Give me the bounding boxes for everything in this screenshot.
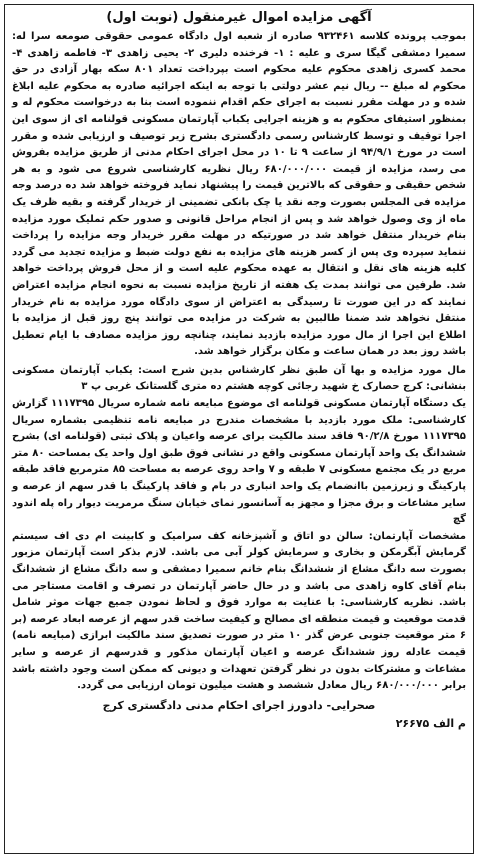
- notice-title: آگهی مزایده اموال غیرمنقول (نوبت اول): [106, 10, 372, 25]
- notice-paragraph-3: یک دستگاه آپارتمان مسکونی قولنامه ای موضوع مبایعه نامه شماره سریال ۱۱۱۷۳۹۵ گزارش کارشناسی: ملک مورد بازدید با مشخصات مندرج در مبایعه نامه تنظیمی بشماره سریال ۱۱۱۷۳۹۵ مورخ ۹۰/۲/۸ فاقد سند مالکیت برای عرصه واعیان و پلاک ثبتی (قولنامه ای) بشرح ششدانگ یک واحد آپارتمان مسکونی واقع در نشانی فوق طبق اول واحد یک بمساحت ۸۰ متر مربع در یک مجتمع مسکونی ۷ طبقه و ۷ واحد روی عرصه به مساحت ۸۵ مترمربع فاقد طبقه پارکینگ و زیرزمین باانضمام یک واحد انباری در بام و فاقد پارکینگ با قدر سهم از عرصه و سایر مشاعات و برق مجزا و مجهز به آسانسور نمای خیابان سنگ مرمریت دیوار راه پله اندود گچ: [12, 398, 466, 526]
- notice-code: م الف ۲۶۶۷۵: [395, 716, 466, 730]
- notice-paragraph-1: بموجب پرونده کلاسه ۹۳۲۴۶۱ صادره از شعبه اول دادگاه عمومی حقوقی صومعه سرا له: سمیرا دمشقی گیگا سری و علیه : ۱- فرخنده دلیری ۲- یحیی زاهدی ۳- فاطمه زاهدی ۴- محمد کسری زاهدی محکوم علیه محکوم است بپرداخت تعداد ۸۰۱ سکه بهار آزادی در حق محکوم له مبلغ -- ریال نیم عشر دولتی با توجه به اینکه اجرائیه صادره به محکوم علیه ابلاغ شده و در مهلت مقرر نسبت به اجرای حکم اقدام ننموده است بنا به درخواست محکوم له و بمنظور استیفای محکوم به و هزینه اجرایی یکباب آپارتمان مسکونی قولنامه ای از سوی این اجرا توقیف و توسط کارشناس رسمی دادگستری بشرح زیر توصیف و ارزیابی شده و مقرر است در مورخ ۹۴/۹/۱ از ساعت ۹ تا ۱۰ در محل اجرای احکام مدنی از طریق مزایده بفروش می رسد، مزایده از قیمت ۶۸۰/۰۰۰/۰۰۰ ریال نظریه کارشناسی شروع می شود و به هر شخص حقیقی و حقوقی که بالاترین قیمت را پیشنهاد نماید فروخته خواهد شد ده درصد وجه مزایده فی المجلس بصورت وجه نقد یا چک بانکی تضمینی از خریدار گرفته و بقیه ظرف یک ماه از وی وصول خواهد شد و پس از انجام مراحل قانونی و صدور حکم تملیک مورد مزایده بنام خریدار منتقل خواهد شد در صورتیکه در مهلت مقرر خریدار وجه مزایده را پرداخت ننماید سپرده وی پس از کسر هزینه های مزایده به نفع دولت ضبط و مزایده تجدید می گردد کلیه هزینه های نقل و انتقال به عهده محکوم علیه است و از محل فروش پرداخت خواهد شد. طرفین می توانند بمدت یک هفته از تاریخ مزایده نسبت به نحوه انجام مزایده اعتراض نمایند که در این صورت تا رسیدگی به اعتراض از سوی دادگاه مورد مزایده به نام خریدار منتقل نخواهد شد ضمنا طالبین به شرکت در مزایده می توانند پنج روز قبل از مزایده با اطلاع این اجرا از مال مورد مزایده بازدید نمایند، چنانچه روز مزایده مصادف با ایام تعطیل باشد روز بعد در همان ساعت و مکان برگزار خواهد شد.: [12, 31, 466, 358]
- auction-notice: [4, 4, 474, 854]
- notice-signature: صحرایی- دادورز اجرای احکام مدنی دادگستری کرج: [102, 698, 376, 712]
- notice-paragraph-4: مشخصات آپارتمان: سالن دو اتاق و آشپزخانه کف سرامیک و کابینت ام دی اف سیستم گرمایش آبگرمکن و بخاری و سرمایش کولر آبی می باشد. لازم بذکر است آپارتمان مزبور بصورت سه دانگ مشاع از ششدانگ بنام خانم سمیرا دمشقی و سه دانگ مشاع از ششدانگ بنام آقای کاوه زاهدی می باشد و در حال حاضر آپارتمان در تصرف و اقامت مستاجر می باشد. نظریه کارشناسی: با عنایت به موارد فوق و لحاظ نمودن جمیع جهات موثر شامل قدمت موقعیت و قیمت منطقه ای مصالح و کیفیت ساخت قدر سهم از عرصه ابعاد عرصه (بر ۶ متر موقعیت جنوبی عرض گذر ۱۰ متر در صورت تصدیق سند مالکیت ابرازی (مبایعه نامه) قیمت عادله روز ششدانگ عرصه و اعیان آپارتمان مذکور و قدرسهم از عرصه و سایر مشاعات و مشترکات بدون در نظر گرفتن تعهدات و دیونی که ممکن است وجود داشته باشد برابر ۶۸۰/۰۰۰/۰۰۰ ریال معادل ششصد و هشت میلیون تومان ارزیابی می گردد.: [12, 530, 466, 692]
- notice-paragraph-2: مال مورد مزایده و بها آن طبق نظر کارشناس بدین شرح است: یکباب آپارتمان مسکونی بنشانی: کرج حصارک خ شهید رجائی کوچه هشتم ده متری گلستانک غربی پ ۳: [12, 364, 466, 393]
